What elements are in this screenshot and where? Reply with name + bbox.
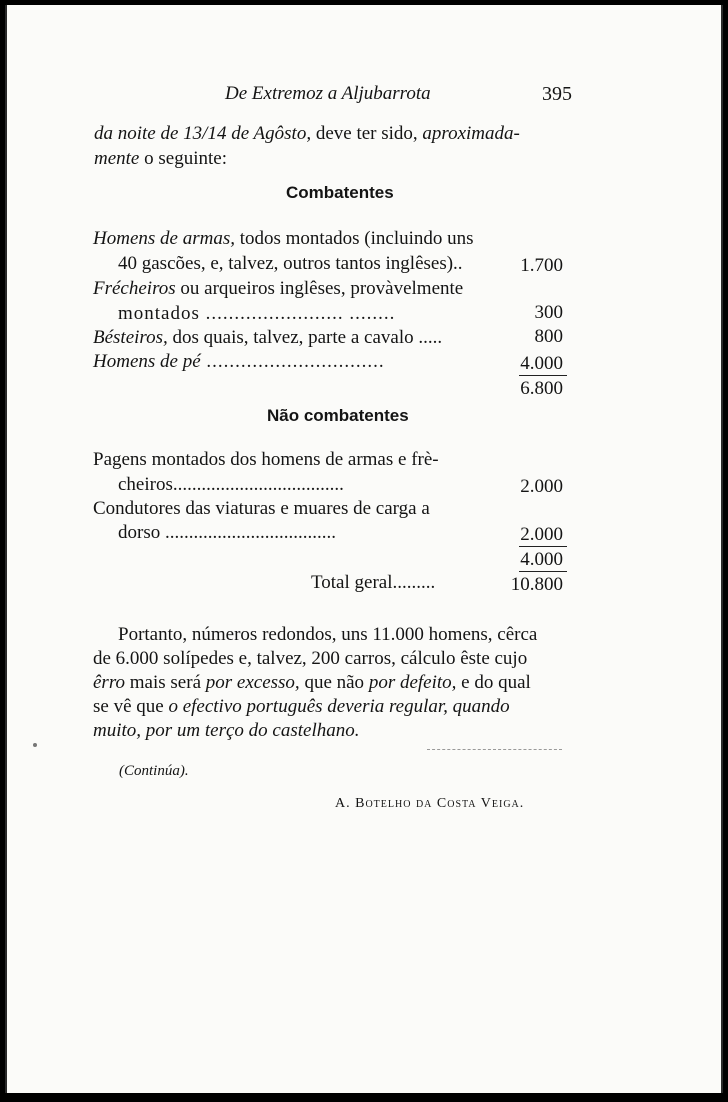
row-label-plain: todos montados (incluindo uns [234, 228, 474, 249]
continua-note: (Continúa). [119, 763, 189, 779]
row-label-italic: Homens de armas, [93, 228, 235, 249]
value-homens-armas: 1.700 [520, 255, 563, 276]
value-pagens: 2.000 [520, 476, 563, 497]
plain: que não [299, 672, 369, 693]
conclusion-line-4 [93, 695, 510, 719]
row-homens-pe [93, 350, 385, 374]
row-pagens-line2: cheiros.................................... [118, 474, 344, 495]
row-label-plain: dos quais, talvez, parte a cavalo ..... [167, 327, 443, 348]
book-page [5, 5, 723, 1093]
row-pagens-line1: Pagens montados dos homens de armas e frè- [93, 449, 439, 470]
row-frecheiros-line1 [93, 277, 463, 301]
conclusion-line-5: muito, por um terço do castelhano. [93, 720, 360, 741]
print-speck [33, 743, 37, 747]
row-label-italic: Bésteiros, [93, 327, 168, 348]
row-homens-armas-line2: 40 gascões, e, talvez, outros tantos inglêses).. [118, 253, 463, 274]
intro-plain: deve ter sido, [311, 123, 418, 144]
plain: e do qual [456, 672, 531, 693]
page-number: 395 [542, 83, 572, 105]
row-label-italic: Homens de pé [93, 351, 201, 372]
emph: o efectivo português deveria regular, quando [168, 696, 510, 717]
row-condutores-line2: dorso .................................... [118, 522, 336, 543]
closing-rule [427, 749, 562, 750]
conclusion-line-2: de 6.000 solípedes e, talvez, 200 carros, cálculo êste cujo [93, 648, 528, 669]
plain: se vê que [93, 696, 169, 717]
emph: por excesso, [205, 672, 300, 693]
total-value: 10.800 [510, 574, 563, 595]
sum-rule [519, 375, 567, 376]
row-label-plain: ou arqueiros inglêses, provàvelmente [175, 278, 464, 299]
intro-italic-a: da noite de 13/14 de Agôsto, [94, 123, 312, 144]
intro-italic-mente: mente [94, 148, 140, 169]
value-homens-pe: 4.000 [520, 353, 563, 374]
row-label-plain: ............................... [200, 351, 385, 372]
emph: êrro [93, 672, 126, 693]
subtotal-combatentes: 6.800 [520, 378, 563, 399]
plain: mais será [125, 672, 206, 693]
intro-plain-2: o seguinte: [139, 148, 227, 169]
intro-italic-b: aproximada- [417, 123, 520, 144]
running-head-title: De Extremoz a Aljubarrota [225, 83, 431, 104]
row-homens-armas-line1 [93, 227, 474, 251]
value-frecheiros: 300 [534, 302, 563, 323]
row-label-italic: Frécheiros [93, 278, 176, 299]
sum-rule [519, 546, 567, 547]
subtotal-nao-combatentes: 4.000 [520, 549, 563, 570]
value-condutores: 2.000 [520, 524, 563, 545]
total-label: Total geral......... [311, 572, 436, 593]
intro-line-1 [94, 122, 520, 146]
value-besteiros: 800 [534, 326, 563, 347]
sum-rule [519, 571, 567, 572]
row-condutores-line1: Condutores das viaturas e muares de carga a [93, 498, 430, 519]
author-signature: A. Botelho da Costa Veiga. [335, 796, 525, 811]
heading-nao-combatentes: Não combatentes [267, 406, 409, 425]
emph: por defeito, [368, 672, 457, 693]
heading-combatentes: Combatentes [286, 183, 394, 202]
intro-line-2 [94, 147, 227, 171]
row-besteiros [93, 326, 442, 350]
row-frecheiros-line2: montados ........................ ........ [118, 303, 396, 324]
conclusion-line-1: Portanto, números redondos, uns 11.000 homens, cêrca [118, 624, 538, 645]
conclusion-line-3 [93, 671, 531, 695]
